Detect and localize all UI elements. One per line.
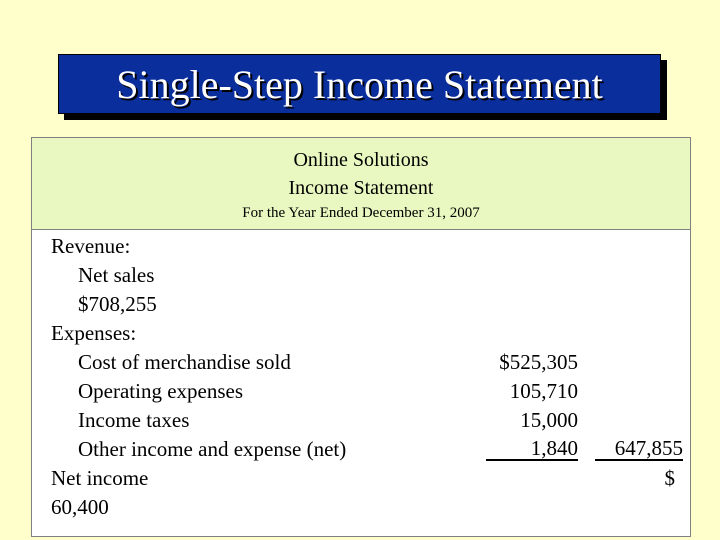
net-income-label: Net income: [51, 466, 149, 490]
statement-period: For the Year Ended December 31, 2007: [242, 205, 480, 221]
net-sales-label: Net sales: [78, 263, 155, 287]
expense-amount-taxes: 15,000: [520, 408, 578, 432]
expense-amount-cost: $525,305: [499, 350, 578, 374]
revenue-label: Revenue:: [51, 234, 131, 258]
net-income-dollar-sign: $: [664, 466, 675, 490]
total-expenses: 647,855: [595, 437, 683, 461]
net-sales-value: $708,255: [78, 292, 157, 316]
expense-label-taxes: Income taxes: [78, 408, 190, 432]
expenses-label: Expenses:: [51, 321, 137, 345]
expense-label-other: Other income and expense (net): [78, 437, 347, 461]
expense-amount-operating: 105,710: [509, 379, 578, 403]
net-income-value: 60,400: [51, 495, 109, 519]
expense-label-cost: Cost of merchandise sold: [78, 350, 291, 374]
statement-header: [32, 138, 690, 230]
expense-label-operating: Operating expenses: [78, 379, 244, 403]
expense-amount-other: 1,840: [486, 437, 578, 461]
company-name: Online Solutions: [293, 149, 429, 171]
statement-name: Income Statement: [288, 177, 434, 199]
slide-title: Single-Step Income Statement: [116, 61, 603, 107]
title-banner: [58, 54, 661, 114]
